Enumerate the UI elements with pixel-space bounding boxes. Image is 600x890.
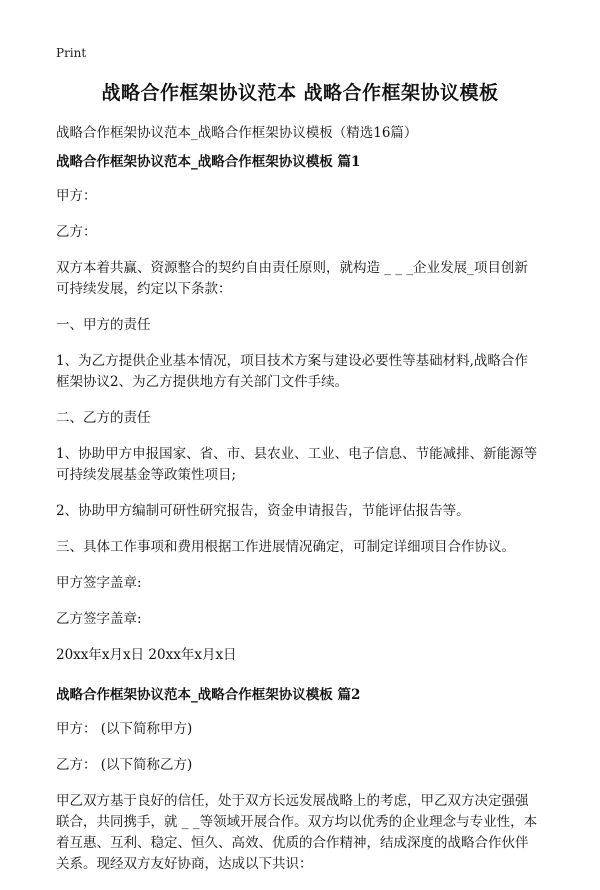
paragraph: 1、协助甲方申报国家、省、市、县农业、工业、电子信息、节能减排、新能源等可持续发展基金等政策性项目;	[56, 446, 538, 483]
document-title: 战略合作框架协议范本 战略合作框架协议模板	[101, 82, 499, 104]
paragraph: 乙方：	[56, 224, 97, 240]
document-subtitle: 战略合作框架协议范本_战略合作框架协议模板（精选16篇）	[56, 125, 418, 141]
paragraph: 1、为乙方提供企业基本情况，项目技术方案与建设必要性等基础材料,战略合作框架协议2、为乙方提供地方有关部门文件手续。	[56, 353, 528, 390]
paragraph: 三、具体工作事项和费用根据工作进展情况确定，可制定详细项目合作协议。	[56, 539, 515, 555]
paragraph: 一、甲方的责任	[56, 317, 151, 333]
document-body	[56, 150, 540, 890]
paragraph: 2、协助甲方编制可研性研究报告，资金申请报告，节能评估报告等。	[56, 503, 470, 519]
section-2	[56, 683, 540, 875]
paragraph: 甲乙双方基于良好的信任，处于双方长远发展战略上的考虑，甲乙双方决定强强联合，共同携手，就 _ _等领域开展合作。双方均以优秀的企业理念与专业性，本着互惠、互利、稳定、恒久、高效、优质的合作精神，结成深度的战略合作伙伴关系。现经双方友好协商，达成以下共识：	[56, 793, 538, 872]
paragraph: 20xx年x月x日 20xx年x月x日	[56, 647, 237, 663]
paragraph: 乙方： (以下简称乙方)	[56, 757, 193, 773]
paragraph: 二、乙方的责任	[56, 410, 151, 426]
paragraph: 甲方签字盖章:	[56, 575, 142, 591]
paragraph: 甲方： (以下简称甲方)	[56, 721, 193, 737]
paragraph: 甲方：	[56, 188, 97, 204]
section-heading: 战略合作框架协议范本_战略合作框架协议模板 篇1	[56, 154, 361, 170]
paragraph: 双方本着共赢、资源整合的契约自由责任原则，就构造 _ _ _企业发展_项目创新可持续发展，约定以下条款：	[56, 260, 528, 297]
section-heading: 战略合作框架协议范本_战略合作框架协议模板 篇2	[56, 687, 361, 703]
print-label[interactable]: Print	[56, 46, 87, 60]
section-1	[56, 150, 540, 666]
paragraph: 乙方签字盖章:	[56, 611, 142, 627]
